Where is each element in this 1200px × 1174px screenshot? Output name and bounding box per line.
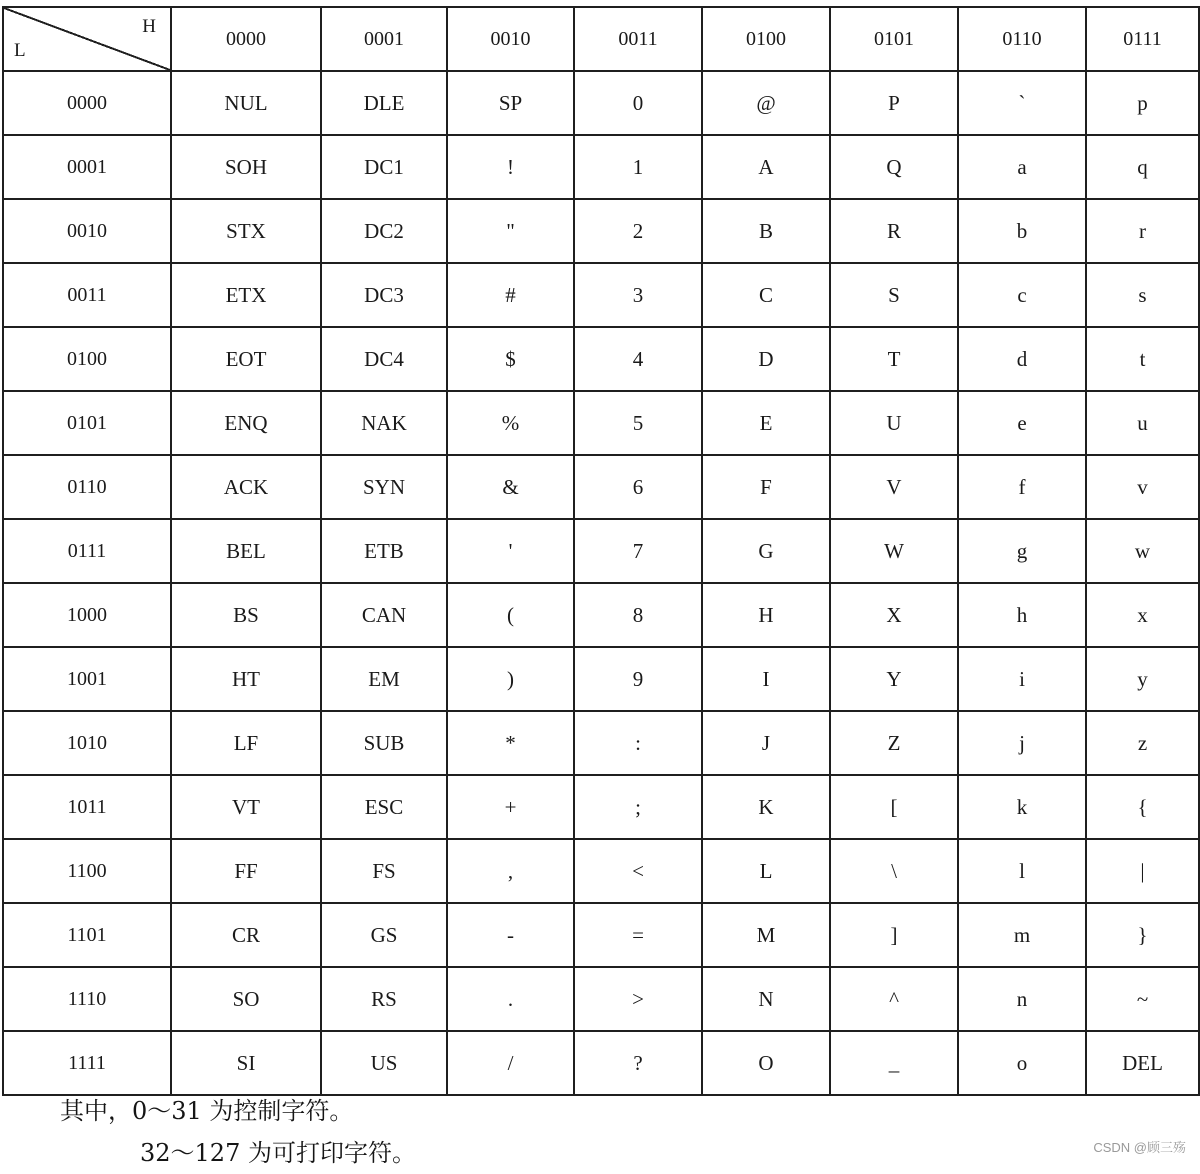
table-cell: O [702, 1031, 830, 1095]
table-cell: s [1086, 263, 1199, 327]
table-row [3, 199, 1199, 263]
table-cell: Z [830, 711, 958, 775]
table-cell: ^ [830, 967, 958, 1031]
table-cell: t [1086, 327, 1199, 391]
table-cell: A [702, 135, 830, 199]
table-cell: * [447, 711, 574, 775]
table-row [3, 647, 1199, 711]
table-cell: STX [171, 199, 321, 263]
table-cell: S [830, 263, 958, 327]
table-cell: x [1086, 583, 1199, 647]
row-header: 0001 [3, 135, 171, 199]
table-cell: j [958, 711, 1086, 775]
table-cell: HT [171, 647, 321, 711]
table-cell: R [830, 199, 958, 263]
table-cell: c [958, 263, 1086, 327]
table-cell: H [702, 583, 830, 647]
column-header: 0100 [702, 7, 830, 71]
table-cell: : [574, 711, 702, 775]
table-cell: F [702, 455, 830, 519]
table-cell: GS [321, 903, 447, 967]
table-cell: ACK [171, 455, 321, 519]
table-cell: @ [702, 71, 830, 135]
table-cell: SUB [321, 711, 447, 775]
table-cell: w [1086, 519, 1199, 583]
table-cell: l [958, 839, 1086, 903]
row-header: 1000 [3, 583, 171, 647]
footnote-line-2: 32～127 为可打印字符。 [140, 1139, 416, 1167]
table-cell: ETB [321, 519, 447, 583]
table-cell: B [702, 199, 830, 263]
table-cell: V [830, 455, 958, 519]
table-row [3, 455, 1199, 519]
table-row [3, 327, 1199, 391]
table-cell: v [1086, 455, 1199, 519]
table-cell: SOH [171, 135, 321, 199]
column-header-row [3, 7, 1199, 71]
row-header: 0011 [3, 263, 171, 327]
table-row [3, 71, 1199, 135]
watermark: CSDN @顾三殇 [1093, 1140, 1186, 1155]
table-row [3, 263, 1199, 327]
table-row [3, 135, 1199, 199]
table-cell: U [830, 391, 958, 455]
column-header: 0111 [1086, 7, 1199, 71]
table-cell: 6 [574, 455, 702, 519]
table-cell: FF [171, 839, 321, 903]
table-cell: ~ [1086, 967, 1199, 1031]
table-cell: d [958, 327, 1086, 391]
table-cell: M [702, 903, 830, 967]
column-header: 0000 [171, 7, 321, 71]
table-cell: ? [574, 1031, 702, 1095]
table-cell: BEL [171, 519, 321, 583]
table-cell: _ [830, 1031, 958, 1095]
table-cell: SO [171, 967, 321, 1031]
table-row [3, 839, 1199, 903]
table-cell: DC4 [321, 327, 447, 391]
table-cell: 7 [574, 519, 702, 583]
ascii-table [2, 6, 1200, 1096]
table-cell: D [702, 327, 830, 391]
table-cell: , [447, 839, 574, 903]
table-cell: = [574, 903, 702, 967]
column-header: 0110 [958, 7, 1086, 71]
column-header: 0011 [574, 7, 702, 71]
table-cell: SI [171, 1031, 321, 1095]
row-header: 0100 [3, 327, 171, 391]
table-cell: RS [321, 967, 447, 1031]
table-cell: Y [830, 647, 958, 711]
table-cell: ' [447, 519, 574, 583]
table-cell: n [958, 967, 1086, 1031]
table-cell: EOT [171, 327, 321, 391]
table-row [3, 711, 1199, 775]
table-cell: CR [171, 903, 321, 967]
table-cell: e [958, 391, 1086, 455]
table-cell: > [574, 967, 702, 1031]
table-cell: ( [447, 583, 574, 647]
table-body [3, 71, 1199, 1095]
table-cell: [ [830, 775, 958, 839]
corner-cell [3, 7, 171, 71]
table-cell: ; [574, 775, 702, 839]
table-cell: b [958, 199, 1086, 263]
table-cell: ) [447, 647, 574, 711]
table-cell: 8 [574, 583, 702, 647]
table-row [3, 583, 1199, 647]
row-header: 1101 [3, 903, 171, 967]
row-header: 1100 [3, 839, 171, 903]
table-row [3, 519, 1199, 583]
table-cell: 2 [574, 199, 702, 263]
table-cell: y [1086, 647, 1199, 711]
table-cell: LF [171, 711, 321, 775]
table-cell: $ [447, 327, 574, 391]
table-cell: W [830, 519, 958, 583]
table-cell: { [1086, 775, 1199, 839]
row-header: 1010 [3, 711, 171, 775]
footnote-line-1: 其中，0～31 为控制字符。 [60, 1097, 354, 1125]
table-cell: DC1 [321, 135, 447, 199]
table-cell: 4 [574, 327, 702, 391]
row-header: 0101 [3, 391, 171, 455]
table-cell: \ [830, 839, 958, 903]
table-cell: DC3 [321, 263, 447, 327]
table-cell: P [830, 71, 958, 135]
table-cell: ! [447, 135, 574, 199]
table-cell: | [1086, 839, 1199, 903]
table-cell: 9 [574, 647, 702, 711]
table-cell: DEL [1086, 1031, 1199, 1095]
table-cell: J [702, 711, 830, 775]
table-cell: . [447, 967, 574, 1031]
table-cell: X [830, 583, 958, 647]
table-cell: ENQ [171, 391, 321, 455]
table-cell: & [447, 455, 574, 519]
table-cell: f [958, 455, 1086, 519]
table-row [3, 391, 1199, 455]
row-header: 0111 [3, 519, 171, 583]
row-header: 0000 [3, 71, 171, 135]
table-row [3, 967, 1199, 1031]
column-header: 0010 [447, 7, 574, 71]
table-cell: G [702, 519, 830, 583]
row-header: 1011 [3, 775, 171, 839]
corner-l-label: L [14, 40, 26, 61]
table-cell: N [702, 967, 830, 1031]
corner-h-label: H [142, 16, 156, 37]
table-cell: g [958, 519, 1086, 583]
table-cell: u [1086, 391, 1199, 455]
table-cell: DLE [321, 71, 447, 135]
table-cell: z [1086, 711, 1199, 775]
column-header: 0001 [321, 7, 447, 71]
table-cell: BS [171, 583, 321, 647]
table-cell: m [958, 903, 1086, 967]
table-cell: C [702, 263, 830, 327]
table-cell: FS [321, 839, 447, 903]
table-cell: # [447, 263, 574, 327]
row-header: 1110 [3, 967, 171, 1031]
table-cell: + [447, 775, 574, 839]
table-cell: 0 [574, 71, 702, 135]
table-cell: NUL [171, 71, 321, 135]
table-cell: q [1086, 135, 1199, 199]
table-cell: CAN [321, 583, 447, 647]
table-cell: K [702, 775, 830, 839]
row-header: 1111 [3, 1031, 171, 1095]
table-cell: - [447, 903, 574, 967]
table-row [3, 1031, 1199, 1095]
table-cell: k [958, 775, 1086, 839]
table-cell: 1 [574, 135, 702, 199]
column-header: 0101 [830, 7, 958, 71]
table-cell: r [1086, 199, 1199, 263]
footnote [60, 1090, 416, 1174]
table-cell: DC2 [321, 199, 447, 263]
table-cell: h [958, 583, 1086, 647]
table-cell: p [1086, 71, 1199, 135]
table-cell: < [574, 839, 702, 903]
table-cell: EM [321, 647, 447, 711]
table-cell: } [1086, 903, 1199, 967]
table-cell: L [702, 839, 830, 903]
row-header: 0010 [3, 199, 171, 263]
table-cell: T [830, 327, 958, 391]
table-cell: ETX [171, 263, 321, 327]
table-cell: % [447, 391, 574, 455]
table-cell: o [958, 1031, 1086, 1095]
row-header: 1001 [3, 647, 171, 711]
table-cell: ESC [321, 775, 447, 839]
table-row [3, 775, 1199, 839]
table-cell: I [702, 647, 830, 711]
table-cell: i [958, 647, 1086, 711]
table-cell: NAK [321, 391, 447, 455]
table-cell: / [447, 1031, 574, 1095]
row-header: 0110 [3, 455, 171, 519]
table-cell: ] [830, 903, 958, 967]
table-cell: E [702, 391, 830, 455]
table-cell: 5 [574, 391, 702, 455]
table-cell: VT [171, 775, 321, 839]
table-cell: Q [830, 135, 958, 199]
table-cell: ` [958, 71, 1086, 135]
table-row [3, 903, 1199, 967]
table-cell: a [958, 135, 1086, 199]
table-cell: SP [447, 71, 574, 135]
table-cell: " [447, 199, 574, 263]
table-cell: 3 [574, 263, 702, 327]
table-cell: SYN [321, 455, 447, 519]
table-cell: US [321, 1031, 447, 1095]
